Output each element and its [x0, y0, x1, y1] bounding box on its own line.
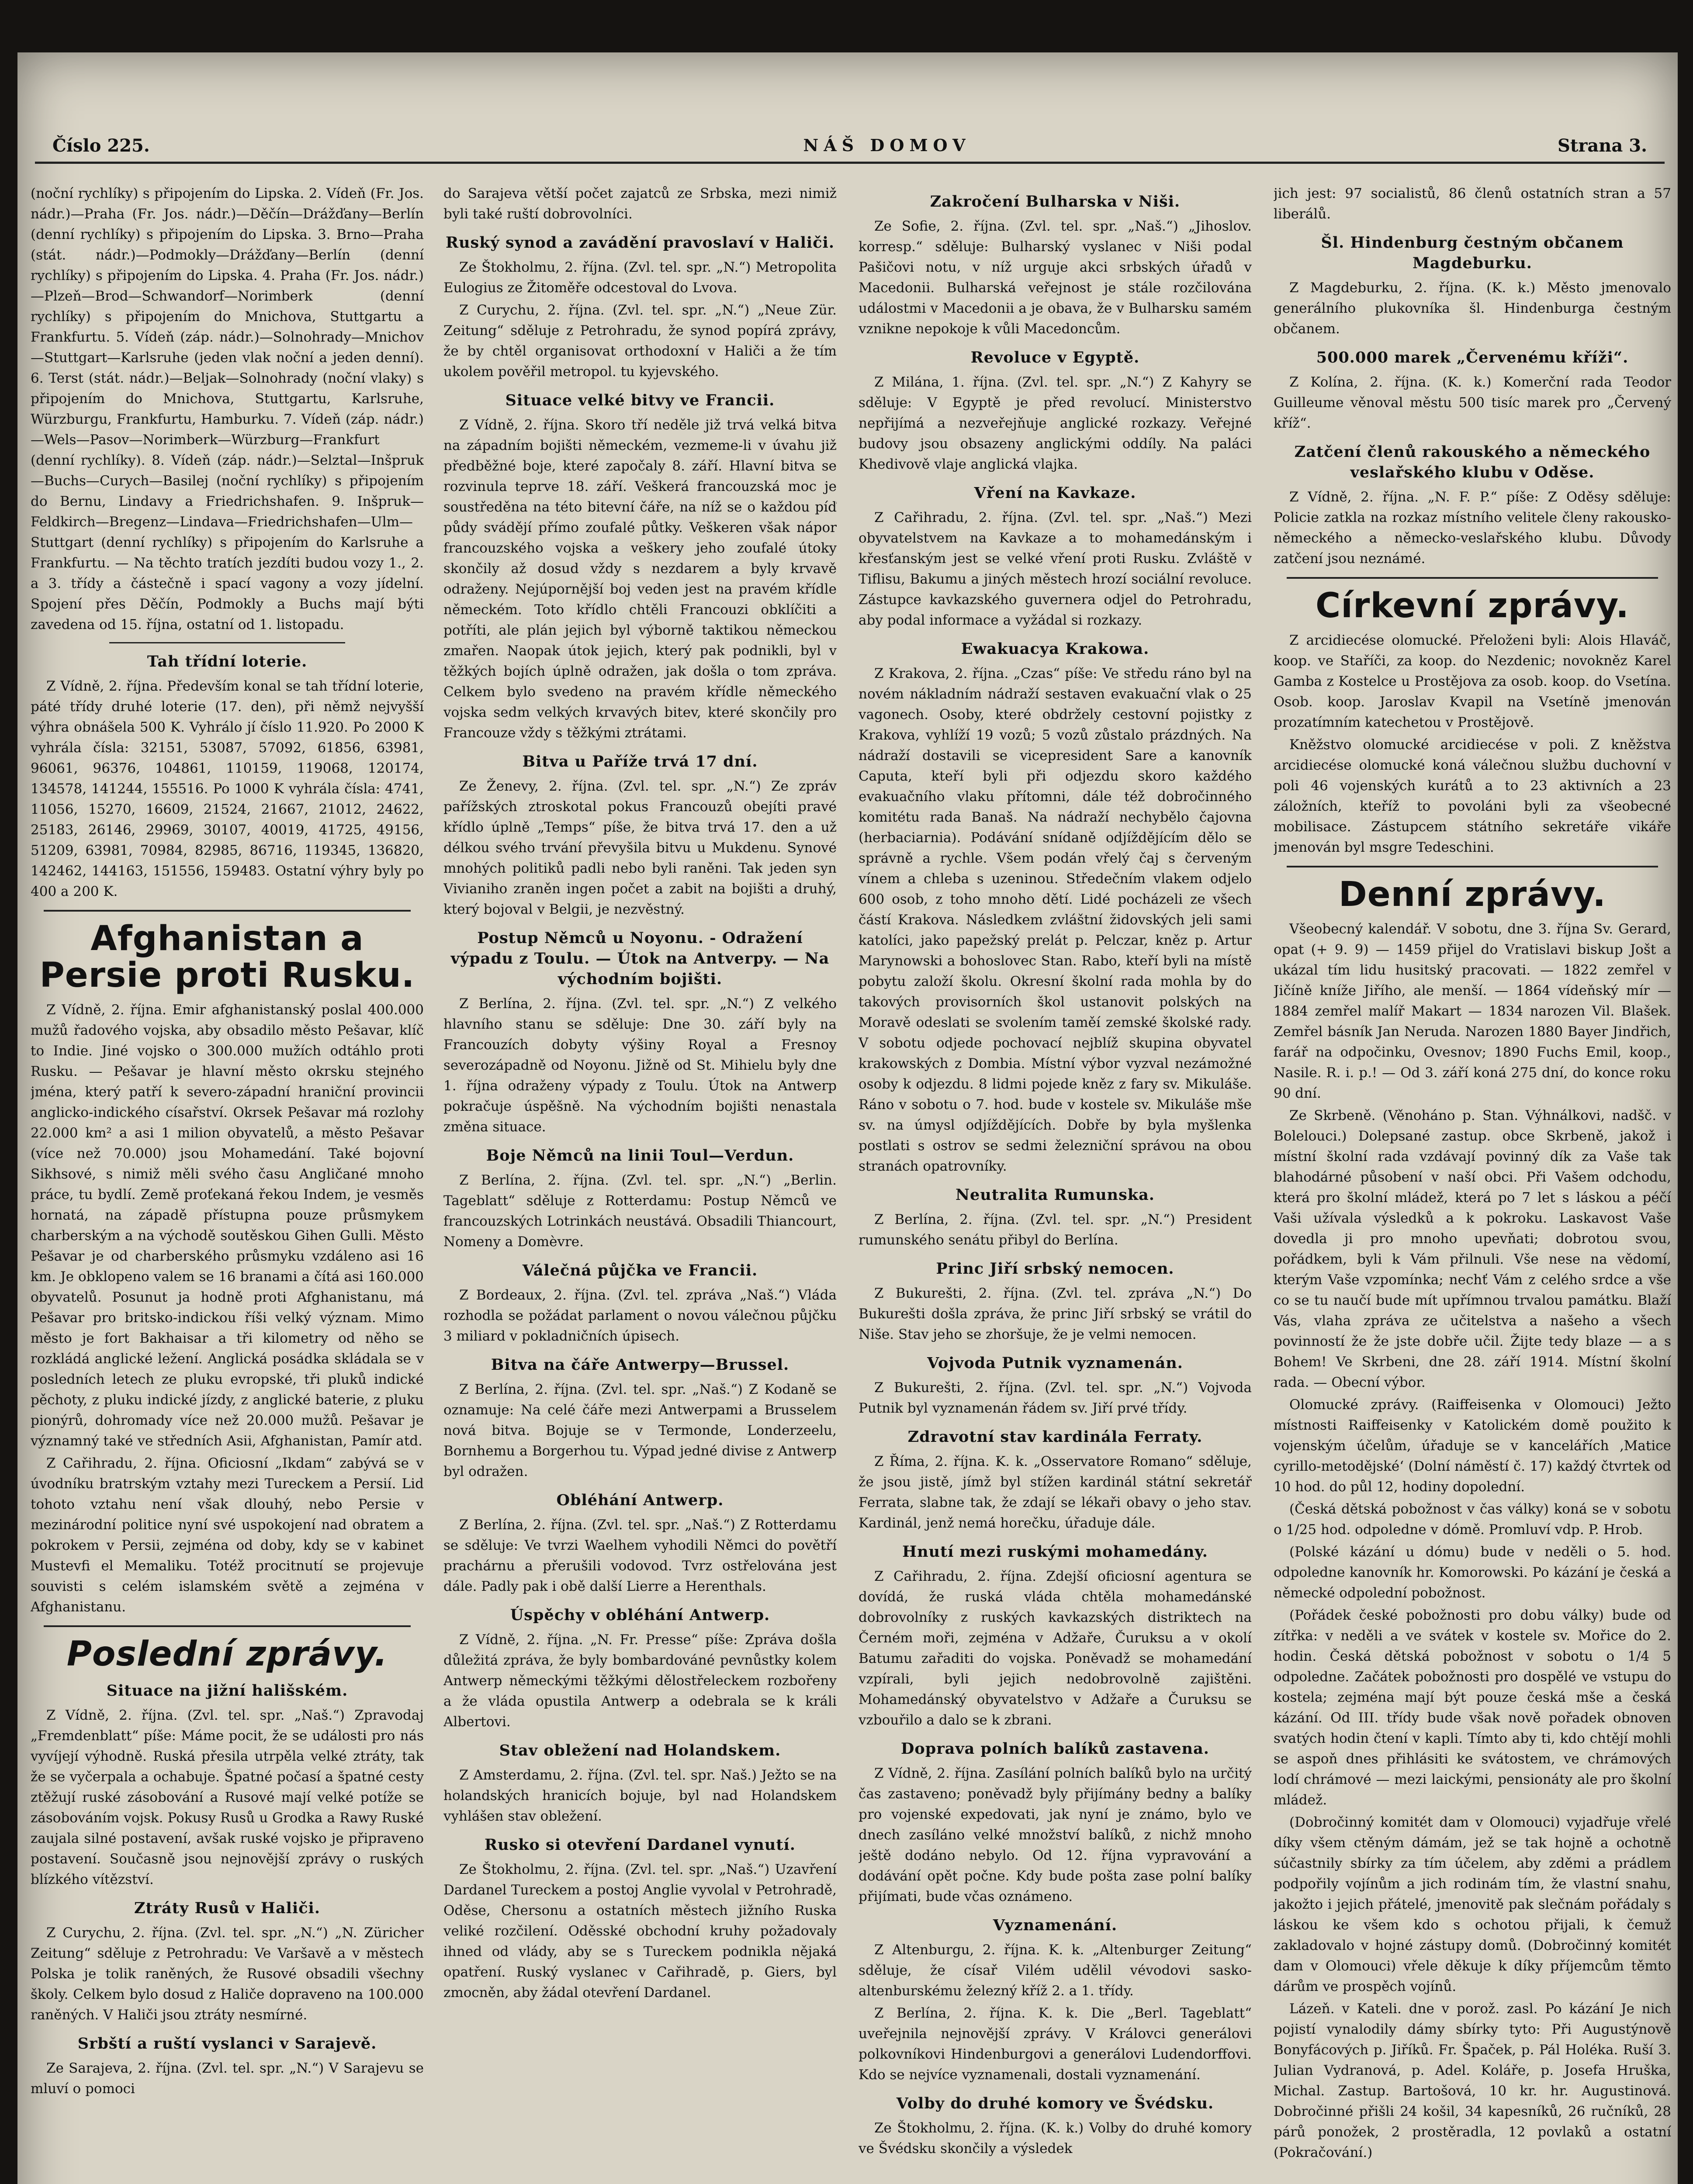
article-text: Z Cařihradu, 2. října. (Zvl. tel. spr. „Naš.“) Mezi obyvatelstvem na Kavkaze a to mohamedánským i křesťanským jest se velké vření proti Rusku. Zvláště v Tiflisu, Bakumu a jiných městech hrozí sociální revoluce. Zástupce kavkazského guvernera odjel do Petrohradu, aby podal informace a vyžádal si rozkazy. — [859, 510, 1252, 628]
article-text: Z Berlína, 2. října. K. k. Die „Berl. Tageblatt“ uveřejnila nejnovější zprávy. V Královci generálovi polkovníkovi Hindenburgovi a generálovi Ludendorffovi. Kdo se nejvíce vyznamenali, dostali vyznamenání. — [859, 2005, 1252, 2083]
headline-caucasus: Vření na Kavkaze. — [974, 484, 1136, 502]
article-text: Z Kolína, 2. října. (K. k.) Komerční rada Teodor Guilleume věnoval městu 500 tisíc marek pro „Červený kříž“. — [1274, 374, 1671, 431]
headline-afghanistan: Afghanistan a Persie proti Rusku. — [39, 919, 415, 995]
article-text: Z Magdeburku, 2. října. (K. k.) Město jmenovalo generálního plukovníka šl. Hindenburga čestným občanem. — [1274, 280, 1671, 337]
article-text: Z Amsterdamu, 2. října. (Zvl. tel. spr. Naš.) Ježto se na holandských hranicích bojuje, byl nad Holandskem vyhlášen stav obležení. — [443, 1767, 837, 1824]
article-text: Z Říma, 2. října. K. k. „Osservatore Romano“ sděluje, že jsou jistě, jímž byl stížen kardinál státní sekretář Ferrata, slabne tak, že zdají se lékaři obavy o jeho stav. Kardinál, jenž nemá horečku, úřaduje dále. — [859, 1454, 1252, 1531]
headline-red-cross: 500.000 marek „Červenému kříži“. — [1316, 349, 1629, 366]
headline-latest-news: Poslední zprávy. — [66, 1635, 388, 1674]
column-1 — [31, 183, 424, 2184]
article-text: Z Curychu, 2. října. (Zvl. tel. spr. „N.“) „Neue Zür. Zeitung“ sděluje z Petrohradu, že synod popírá zprávy, že by chtěl organisovat orthodoxní v Haliči a že tím ukolem pověřil metropol. tu kyjevského. — [443, 302, 837, 380]
headline-russian-losses: Ztráty Rusů v Haliči. — [134, 1899, 321, 1917]
article-text: Z Vídně, 2. října. Zasílání polních balíků bylo na určitý čas zastaveno; poněvadž byly přijímány bedny a balíky pro vojenské expedovati, jak nyní je známo, bylo ve dnech zasíláno velké množství balíků, z nichž mnoho ještě dodáno nebylo. Od 12. října vypravování a dodávání opět počne. Kdy bude pošta zase polní balíky přijímati, bude včas oznámeno. — [859, 1766, 1252, 1904]
article-text: Z arcidiecése olomucké. Přeloženi byli: Alois Hlaváč, koop. ve Staříči, za koop. do Nezdenic; novokněz Karel Gamba z Kostelce u Prostějova za osob. koop. do Vsetína. Osob. koop. Jaroslav Kvapil na Vsetíně jmenován prozatímním katechetou v Prostějově. — [1274, 632, 1671, 730]
headline-parcels: Doprava polních balíků zastavena. — [901, 1740, 1209, 1758]
divider — [44, 910, 411, 912]
article-text: Ze Štokholmu, 2. října. (Zvl. tel. spr. „Naš.“) Uzavření Dardanel Tureckem a postoj Anglie vyvolal v Petrohradě, Oděse, Chersonu a ostatních městech jižního Ruska veliké rozčilení. Oděsské obchodní kruhy požadovaly ihned od vlády, aby se s Tureckem podnikla nějaká opatření. Ruský vyslanec v Cařihradě, p. Giers, byl zmocněn, aby žádal otevření Dardanel. — [443, 1862, 837, 2001]
issue-number: Číslo 225. — [52, 135, 150, 156]
article-text: Všeobecný kalendář. V sobotu, dne 3. října Sv. Gerard, opat (+ 9. 9) — 1459 přijel do Vratislavi biskup Jošt a ukázal tím lidu husitský pracovati. — 1822 zemřel v Jičíně kníže Jiřího, ale menší. — 1864 vídeňský mír — 1884 zemřel malíř Makart — 1834 narozen Vil. Blašek. Zemřel básník Jan Neruda. Narozen 1880 Bayer Jindřich, farář na odpočinku, Ovesnov; 1890 Fuchs Emil, koop., Nasile. R. i. p.! — Od 3. září koná 275 dní, do konce roku 90 dní. — [1274, 921, 1671, 1101]
headline-mohammedans: Hnutí mezi ruskými mohamedány. — [902, 1543, 1208, 1561]
divider — [1287, 577, 1658, 579]
article-text: (Česká dětská pobožnost v čas války) koná se v sobotu o 1/25 hod. odpoledne v dómě. Promluví vdp. P. Hrob. — [1274, 1501, 1671, 1538]
headline-bulgaria: Zakročení Bulharska v Niši. — [930, 193, 1181, 211]
article-text: Z Curychu, 2. října. (Zvl. tel. spr. „N.“) „N. Züricher Zeitung“ sděluje z Petrohradu: Ve Varšavě a v městech Polska je tolik raněných, že Rusové obsadili všechny školy. Celkem bylo dosud z Haliče dopraveno na 100.000 raněných. V Haliči jsou ztráty nesmírné. — [31, 1925, 424, 2023]
article-text: Z Vídně, 2. října. Skoro tří neděle již trvá velká bitva na západním bojišti německém, vezmeme-li v úvahu již předběžné boje, které započaly 8. září. Hlavní bitva se rozvinula teprve 18. září. Veškerá francouzská moc je soustředěna na této bitevní čáře, na níž se o každou píď půdy svádějí přímo zoufalé půtky. Veškeren však nápor francouzského vojska a veškery jeho zoufalé útoky skončily až dosud vždy s nezdarem a byly krvavě odraženy. Nejúpornější boj veden jest na pravém křídle německém. Toto křídlo chtěli Francouzi obklíčiti a potříti, ale plán jejich byl výborně taktikou německou zmařen. Naopak útok jejich, který pak podnikli, byl v těžkých bojích úplně odražen, jak došla o tom zpráva. Celkem bylo svedeno na pravém křídle německého vojska sedm velkých krvavých bitev, které skončily pro Francouze vždy s těžkými ztrátami. — [443, 417, 837, 741]
article-text: Ze Štokholmu, 2. října. (Zvl. tel. spr. „N.“) Metropolita Eulogius ze Žitoměře odcestoval do Lvova. — [443, 259, 837, 296]
article-text: Z Vídně, 2. října. Emir afghanistanský poslal 400.000 mužů řadového vojska, aby obsadilo město Pešavar, klíč to Indie. Jiné vojsko o 300.000 mužích odtáhlo proti Rusku. — Pešavar je hlavní město okrsku stejného jména, který patří k severo-západní hraniční provincii anglicko-indického císařství. Okrsek Pešavar má rozlohy 22.000 km² a asi 1 milion obyvatelů, a město Pešavar (více než 70.000) jsou Mohamedání. Také bojovní Sikhsové, s nimiž měli svého času Angličané mnoho práce, tu bydlí. Země proťekaná řekou Indem, je vesměs hornatá, na západě přístupna pouze průsmykem charberským a na východě soutěskou Gihen Gulli. Město Pešavar je od charberského průsmyku vzdáleno asi 16 km. Je obklopeno valem se 16 branami a čítá asi 160.000 obyvatelů. Posunut ja hodně proti Afghanistanu, má Pešavar pro britsko-indickou říši velký význam. Mimo město je fort Bakhaisar a tři kilometry od něho se rozkládá anglické ležení. Anglická posádka skládala se v posledních letech ze pluku evropské, tři pluků indické pěchoty, z pluku indické jízdy, z anglické baterie, z pluku pionýrů, dohromady více než 20.000 mužů. Pešavar je významný také ve středních Asii, Afghanistan, Pamír atd. — [31, 1002, 424, 1449]
article-text: Z Berlína, 2. října. (Zvl. tel. spr. „N.“) „Berlin. Tageblatt“ sděluje z Rotterdamu: Postup Němců ve francouzských Lotrinkách neustává. Obsadili Thiancourt, Nomeny a Domèvre. — [443, 1172, 837, 1250]
header-rule — [35, 162, 1665, 164]
headline-hindenburg: Šl. Hindenburg čestným občanem Magdeburku. — [1321, 234, 1624, 272]
headline-france-battle: Situace velké bitvy ve Francii. — [505, 391, 775, 409]
headline-sarajevo: Srbští a ruští vyslanci v Sarajevě. — [77, 2035, 377, 2053]
article-text: Z Cařihradu, 2. října. Oficiosní „Ikdam“ zabývá se v úvodníku bratrským vztahy mezi Tureckem a Persií. Lid tohoto vztahu není však dlouhý, nebo Persie v mezinárodní politice nyní své uspokojení nad obratem a pokrokem v Persii, zejména od doby, kdy se v kabinet Mustevfi el Memaliku. Totéž procitnutí se projevuje souvisti s celém islamském světě a zejména v Afghanistanu. — [31, 1455, 424, 1615]
article-text: Z Vídně, 2. října. „N. Fr. Presse“ píše: Zpráva došla důležitá zpráva, že byly bombardováné pevnůstky kolem Antwerp německými těžkými dělostřeleckem rozbořeny a že vláda opustila Antwerp a odebrala se k králi Albertovi. — [443, 1632, 837, 1730]
headline-sweden-elections: Volby do druhé komory ve Švédsku. — [896, 2094, 1214, 2112]
page-header — [35, 100, 1673, 162]
divider — [1287, 866, 1658, 867]
article-text: Ze Ženevy, 2. října. (Zvl. tel. spr. „N.“) Ze zpráv pařížských ztroskotal pokus Francouzů obejíti pravé křídlo úplně „Temps“ píše, že bitva trvá 17. den a už délkou svého trvání převyšila bitvu u Mukdenu. Synové mnohých politiků padli nebo byli raněni. Tak jeden syn Vivianiho zraněn ingen počet a zabit na bojišti a druhý, který bojoval v Belgii, je nezvěstný. — [443, 778, 837, 917]
article-text: (noční rychlíky) s připojením do Lipska. 2. Vídeň (Fr. Jos. nádr.)—Praha (Fr. Jos. nádr.)—Děčín—Drážďany—Berlín (denní rychlíky) s připojením do Lipska. 3. Brno—Praha (stát. nádr.)—Podmokly—Drážďany—Berlín (denní rychlíky) s připojením do Lipska. 4. Praha (Fr. Jos. nádr.)—Plzeň—Brod—Schwandorf—Norimberk (denní rychlíky) s připojením do Mnichova, Stuttgartu a Frankfurtu. 5. Vídeň (záp. nádr.)—Solnohrady—Mnichov—Stuttgart—Karlsruhe (jeden vlak noční a jeden denní). 6. Terst (stát. nádr.)—Beljak—Solnohrady (noční vlaky) s připojením do Mnichova, Stuttgartu, Karlsruhe, Würzburgu, Frankfurtu, Hamburku. 7. Vídeň (záp. nádr.)—Wels—Pasov—Norimberk—Würzburg—Frankfurt (denní rychlíky). 8. Vídeň (záp. nádr.)—Selztal—Inšpruk—Buchs—Curych—Basilej (noční rychlíky) s připojením do Bernu, Lindavy a Friedrichshafen. 9. Inšpruk—Feldkirch—Bregenz—Lindava—Friedrichshafen—Ulm—Stuttgart (denní rychlíky) s připojením do Karlsruhe a Frankfurtu. — Na těchto tratích jezdíti budou vozy 1., 2. a 3. třídy a částečně i spací vagony a vozy jídelní. Spojení přes Děčín, Podmokly a Buchs mají býti zavedena od 15. října, ostatní od 1. listopadu. — [31, 186, 424, 632]
article-text: Z Bukurešti, 2. října. (Zvl. tel. spr. „N.“) Vojvoda Putnik byl vyznamenán řádem sv. Jiří prvé třídy. — [859, 1380, 1252, 1416]
article-text: Ze Sarajeva, 2. října. (Zvl. tel. spr. „N.“) V Sarajevu se mluví o pomoci — [31, 2060, 424, 2097]
headline-dardanelles: Rusko si otevření Dardanel vynutí. — [485, 1836, 796, 1854]
article-text: Kněžstvo olomucké arcidiecése v poli. Z kněžstva arcidiecése olomucké koná válečnou službu duchovní v poli 46 vojenských kurátů a to 23 aktivních a 23 záložních, kteříž to povoláni byli za všeobecné mobilisace. Zástupcem státního sekretáře vikáře jmenován byl msgre Tedeschini. — [1274, 737, 1671, 855]
newspaper-page — [17, 52, 1678, 2184]
headline-ferrata: Zdravotní stav kardinála Ferraty. — [907, 1428, 1203, 1446]
column-3 — [859, 183, 1252, 2184]
headline-egypt: Revoluce v Egyptě. — [970, 349, 1140, 366]
article-text: Z Berlína, 2. října. (Zvl. tel. spr. „N.“) Z velkého hlavního stanu se sděluje: Dne 30. září byly na Francouzích dobyty výšiny Royal a Fresnoy severozápadně od Noyonu. Jižně od St. Mihielu byly dne 1. října odraženy výpady z Toulu. Útok na Antwerp pokračuje úspěšně. Na východním bojišti nenastala změna situace. — [443, 996, 837, 1135]
headline-toul-verdun: Boje Němců na linii Toul—Verdun. — [486, 1147, 794, 1165]
article-text: Ze Sofie, 2. října. (Zvl. tel. spr. „Naš.“) „Jihoslov. korresp.“ sděluje: Bulharský vyslanec v Niši podal Pašičovi notu, v níž urguje akci srbských úřadů v Macedonii. Bulharská veřejnost je stále rozčilována událostmi v Macedonii a je obava, že v Bulharsku samém vznikne nepokoje k vůli Macedoncům. — [859, 218, 1252, 337]
article-text: (Polské kázání u dómu) bude v neděli o 5. hod. odpoledne kanovník hr. Komorowski. Po kázání je česká a německé odpolední pobožnost. — [1274, 1544, 1671, 1601]
headline-war-loan: Válečná půjčka ve Francii. — [522, 1261, 758, 1279]
article-text: (Pořádek české pobožnosti pro dobu války) bude od zítřka: v neděli a ve svátek v kostele sv. Mořice do 2. hodin. Česká dětská pobožnost v sobotu o 1/4 5 odpoledne. Začátek pobožnosti pro dospělé ve vstupu do kostela; zejména mají být pouze česká mše a česká kázání. Od III. třídy bude však nově pořadek obnoven svatých hodin čtení v kapli. Tímto aby ti, kdo chtějí mohli se aspoň dnes přihlásiti ke svátostem, ve chrámových lodí chrámové — mezi laickými, pensionáty ale pro školní mládež. — [1274, 1607, 1671, 1808]
headline-prince-george: Princ Jiří srbský nemocen. — [936, 1260, 1174, 1278]
headline-honours: Vyznamenání. — [993, 1916, 1118, 1934]
article-text: Z Cařihradu, 2. října. Zdejší oficiosní agentura se dovídá, že ruská vláda chtěla mohamedánské dobrovolníky z ruských kavkazských distriktech na Černém moři, zejména v Adžaře, Čuruksu a v okolí Batumu zařaditi do vojska. Poněvadž se mohamedání vzpírali, byli jejich nedobrovolně zajištěni. Mohamedánský obyvatelstvo v Adžaře a Čuruksu se vzbouřilo a dalo se k zbrani. — [859, 1569, 1252, 1728]
headline-daily-news: Denní zprávy. — [1338, 875, 1606, 914]
headline-lottery: Tah třídní loterie. — [147, 653, 308, 670]
article-text: (Dobročinný komitét dam v Olomouci) vyjadřuje vřelé díky všem ctěným dámám, jež se tak hojně a ochotně súčastnily sbírky za tím účelem, aby zděmi a prádlem podpořily vojínům a jich rodinám tím, že vlastní snahu, jakožto i jejich přátelé, jmenovitě pak slečnám pořádaly s láskou ke všem kdo s ochotou přijali, k čemuž zakladovalo v hojné zástupy domů. (Dobročinný komitét dam v Olomouci) vřele děkuje k díky příjemcům těmto dárům ve prospěch vojínů. — [1274, 1814, 1671, 1994]
divider — [44, 1625, 411, 1627]
headline-antwerp-success: Úspěchy v obléhání Antwerp. — [510, 1606, 770, 1624]
masthead-title: NÁŠ DOMOV — [803, 135, 971, 155]
article-text: Olomucké zprávy. (Raiffeisenka v Olomouci) Ježto místnosti Raiffeisenky v Katolickém domě použito k vojenským účelům, úřaduje se v kancelářích ‚Matice cyrillo-metodějské‘ (Dolní náměstí č. 17) každý čtvrtek od 10 hod. do půl 12, hodiny dopolední. — [1274, 1397, 1671, 1495]
article-text: Z Vídně, 2. října. „N. F. P.“ píše: Z Oděsy sděluje: Policie zatkla na rozkaz místního velitele členy rakousko-německého a německo-veslařského klubu. Důvody zatčení jsou neznámé. — [1274, 489, 1671, 567]
headline-holland: Stav obležení nad Holandskem. — [499, 1742, 781, 1759]
headline-galicia-situation: Situace na jižní hališském. — [106, 1682, 348, 1700]
headline-church-news: Církevní zprávy. — [1316, 586, 1629, 625]
headline-putnik: Vojvoda Putnik vyznamenán. — [927, 1354, 1183, 1372]
article-text: Z Altenburgu, 2. října. K. k. „Altenburger Zeitung“ sděluje, že císař Vilém udělil vévodovi sasko-altenburskému železný kříž 2. a 1. třídy. — [859, 1942, 1252, 1999]
article-text: Z Berlína, 2. října. (Zvl. tel. spr. „Naš.“) Z Kodaně se oznamuje: Na celé čáře mezi Antwerpami a Brusselem nová bitva. Bojuje se v Termonde, Londerzeelu, Bornhemu a Borgerhou tu. Výpad jedné divise z Antwerp byl odražen. — [443, 1382, 837, 1479]
headline-paris-battle: Bitva u Paříže trvá 17 dní. — [522, 753, 758, 771]
headline-noyon: Postup Němců u Noyonu. - Odražení výpadu z Toulu. — Útok na Antverpy. — Na východním bojišti. — [450, 929, 830, 988]
article-text: Z Berlína, 2. října. (Zvl. tel. spr. „Naš.“) Z Rotterdamu se sděluje: Ve tvrzi Waelhem vyhodili Němci do povětří prachárnu a přerušili vodovod. Tvrz ostřelována jest dále. Padly pak i obě další Lierre a Herenthals. — [443, 1517, 837, 1594]
headline-romania: Neutralita Rumunska. — [956, 1186, 1155, 1204]
page-number: Strana 3. — [1557, 135, 1647, 156]
headline-synod: Ruský synod a zavádění pravoslaví v Haliči. — [445, 234, 835, 252]
article-text: Lázeň. v Kateli. dne v porož. zasl. Po kázání Je nich pojistí vynalodily dámy sbírky tyto: Při Augustýnově Bonyfácových p. Jiříků. Fr. Špaček, p. Pál Holéka. Ruší 3. Julian Vydranová, p. Adel. Koláře, p. Josefa Hruška, Michal. Zastup. Bartošová, 10 kr. hr. Augustinová. Dobročinné přišli 24 košil, 34 kapesníků, 26 ručníků, 28 párů ponožek, 2 prostěradla, 12 povlaků a ostatní (Pokračování.) — [1274, 2001, 1671, 2160]
article-text: Z Milána, 1. října. (Zvl. tel. spr. „N.“) Z Kahyry se sděluje: V Egyptě je před revolucí. Ministerstvo nepřijímá a nezveřejňuje anglické rozkazy. Veřejné budovy jsou obsazeny anglickými oddíly. Na paláci Khedivově vlaje anglická vlajka. — [859, 374, 1252, 472]
article-text: Ze Skrbeně. (Věnoháno p. Stan. Výhnálkovi, nadšč. v Bolelouci.) Dolepsané zastup. obce Skrbeně, jakož i místní školní rada vzdávají povinný dík za Vaše tak blahodárné působení v naší obci. Při Vašem odchodu, která pro školní mládež, která po 7 let s láskou a péčí Vaši užívala výsledků a k pokroku. Laskavost Vaše dovedla ji pro mnoho upevňati; dobrotou svou, pořádkem, byli k Vám přilnuli. Vše nese na vědomí, kterým Vaše vzpomínka; nechť Vám z celého srdce a vše co se tu naučí bude mít upřímnou trvalou památku. Blaží Vás, vlaha zpráva ze učitelstva a našeho a všech povinností že že jste dobře učil. Žijte tedy blaze — a s Bohem! Ve Skrbeni, dne 28. září 1914. Místní školní rada. — Obecní výbor. — [1274, 1108, 1671, 1390]
headline-antwerp-siege: Obléhání Antwerp. — [556, 1491, 724, 1509]
article-text: Z Vídně, 2. října. Především konal se tah třídní loterie, páté třídy druhé loterie (17. den), při němž nejvyšší výhra obnášela 500 K. Vyhrálo jí číslo 11.920. Po 2000 K vyhrála čísla: 32151, 53087, 57092, 61856, 63981, 96061, 96376, 104861, 110159, 119068, 120174, 134578, 141244, 155516. Po 1000 K vyhrála čísla: 4741, 11056, 15270, 16609, 21524, 21667, 21012, 24622, 25183, 26146, 29969, 30107, 40019, 41725, 49156, 51209, 63981, 70984, 82985, 86716, 119345, 136820, 142462, 144163, 151556, 159483. Ostatní výhry byly po 400 a 200 K. — [31, 678, 424, 899]
headline-odessa-club: Zatčení členů rakouského a německého veslařského klubu v Oděse. — [1294, 443, 1651, 481]
article-text: jich jest: 97 socialistů, 86 členů ostatních stran a 57 liberálů. — [1274, 186, 1671, 222]
article-text: Ze Štokholmu, 2. října. (K. k.) Volby do druhé komory ve Švédsku skončily a výsledek — [859, 2120, 1252, 2156]
headline-antwerp-brussels: Bitva na čáře Antwerpy—Brussel. — [491, 1356, 789, 1374]
column-2 — [443, 183, 837, 2184]
column-4 — [1274, 183, 1671, 2184]
article-text: Z Bukurešti, 2. října. (Zvl. tel. zpráva „N.“) Do Bukurešti došla zpráva, že princ Jiří srbský se vrátil do Niše. Stav jeho se zhoršuje, že je velmi nemocen. — [859, 1286, 1252, 1342]
article-text: Z Bordeaux, 2. října. (Zvl. tel. zpráva „Naš.“) Vláda rozhodla se požádat parlament o novou válečnou půjčku 3 miliard v pokladničních úpisech. — [443, 1287, 837, 1344]
article-text: Z Vídně, 2. října. (Zvl. tel. spr. „Naš.“) Zpravodaj „Fremdenblatt“ píše: Máme pocit, že se události pro nás vyvíjejí výhodně. Ruská přesila utrpěla velké ztráty, tak že se vyčerpala a ochabuje. Špatné počasí a špatné cesty ztěžují ruské zásobování a Rusové mají velké potíže se zásobováním vojsk. Pokusy Rusů u Grodka a Rawy Ruské zaujala silné postavení, avšak ruské vojsko je připraveno postavení. Současně jsou nejnovější zprávy o ruských blízkého vítězství. — [31, 1707, 424, 1887]
article-text: do Sarajeva větší počet zajatců ze Srbska, mezi nimiž byli také ruští dobrovolníci. — [443, 186, 837, 222]
article-text: Z Krakova, 2. října. „Czas“ píše: Ve středu ráno byl na novém nákladním nádraží sestaven evakuační vlak o 25 vagonech. Osoby, které obdržely cestovní pojistky z Krakova, vyhlíží 19 vozů; 5 vozů zůstalo prázdných. Na nádraží dostavili se vicepresident Sare a kanovník Caputa, kteří byli při odjezdu skoro každého evakuačního vlaku přítomni, dále též dobročinného komitétu rada Banaš. Na nádraží nechybělo čajovna (herbaciarnia). Podávání snídaně odjíždějícím dělo se správně a rychle. Všem podán vřelý čaj s červeným vínem a chleba s uzeninou. Středečním vlakem odjelo 600 osob, z toho mnoho dětí. Lidé pocházeli ze všech částí Krakova. Následkem zvláštní židovských jeli sami katolíci, jako papežský prelát p. Pelczar, kněz p. Artur Marynowski a bohoslovec Stan. Rabo, kteří byli na místě pobytu založí školu. Okresní školní rada mohla by do takových provisorních škol ustanovit polských na Moravě odeslati se svolením taměí zemské školské rady. V sobotu odjede pochovací nejblíž skupina obyvatel krakowských z Dombia. Místní výbor vyzval nezámožné osoby k odjezdu. 8 lidmi pojede kněz z fary sv. Mikuláše. Ráno v sobotu o 7. hod. bude v kostele sv. Mikuláše mše sv. na úmysl odjíždějících. Dobře by byla myšlenka postlati s ostrov se sedmi železniční správou na obou stranách opatrovníky. — [859, 666, 1252, 1174]
headline-krakow: Ewakuacya Krakowa. — [961, 640, 1149, 658]
divider — [109, 642, 345, 643]
article-text: Z Berlína, 2. října. (Zvl. tel. spr. „N.“) President rumunského senátu přibyl do Berlína. — [859, 1212, 1252, 1248]
